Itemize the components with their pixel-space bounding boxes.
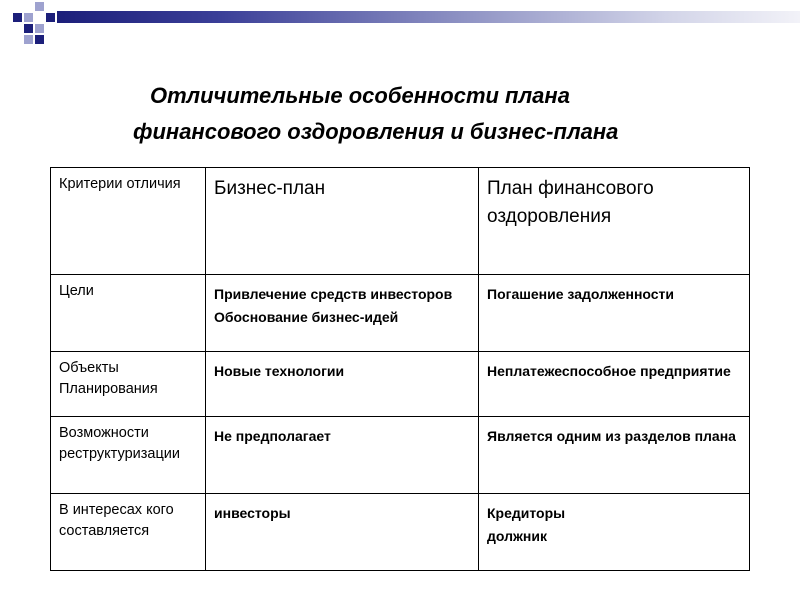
cell-text: Неплатежеспособное предприятие: [487, 363, 731, 379]
criteria-cell: Цели: [51, 275, 206, 352]
table-row: [51, 417, 750, 494]
deco-square: [35, 2, 44, 11]
cell-text: Кредиторы: [487, 505, 566, 521]
recovery-plan-cell: [479, 275, 750, 352]
table-row: [51, 352, 750, 417]
cell-text: должник: [487, 528, 547, 544]
deco-square: [46, 13, 55, 22]
cell-text: Погашение задолженности: [487, 286, 675, 302]
slide-title-line-2: финансового оздоровления и бизнес-плана: [133, 119, 619, 144]
business-plan-cell: [206, 494, 479, 571]
cell-text: Привлечение средств инвесторов: [214, 286, 453, 302]
deco-square: [24, 24, 33, 33]
deco-square: [24, 13, 33, 22]
deco-square: [35, 24, 44, 33]
table-row: [51, 494, 750, 571]
criteria-cell: Объекты Планирования: [51, 352, 206, 417]
business-plan-cell: [206, 417, 479, 494]
cell-text: инвесторы: [214, 505, 291, 521]
cell-text: Обоснование бизнес-идей: [214, 309, 399, 325]
criteria-cell: В интересах кого составляется: [51, 494, 206, 571]
header-gradient-bar: [57, 11, 800, 23]
business-plan-cell: [206, 352, 479, 417]
table-header-row: [51, 168, 750, 275]
business-plan-cell: [206, 275, 479, 352]
cell-text: Является одним из разделов плана: [487, 428, 736, 444]
header-cell-recovery-plan: План финансового оздоровления: [479, 168, 750, 275]
comparison-table: [50, 167, 750, 571]
recovery-plan-cell: [479, 417, 750, 494]
header-cell-criteria: Критерии отличия: [51, 168, 206, 275]
criteria-cell: Возможности реструктуризации: [51, 417, 206, 494]
cell-text: Не предполагает: [214, 428, 331, 444]
header-cell-business-plan: Бизнес-план: [206, 168, 479, 275]
recovery-plan-cell: [479, 494, 750, 571]
recovery-plan-cell: [479, 352, 750, 417]
table-row: [51, 275, 750, 352]
deco-square: [24, 35, 33, 44]
cell-text: Новые технологии: [214, 363, 345, 379]
deco-square: [13, 13, 22, 22]
slide-title-line-1: Отличительные особенности плана: [150, 83, 570, 108]
deco-square: [35, 35, 44, 44]
